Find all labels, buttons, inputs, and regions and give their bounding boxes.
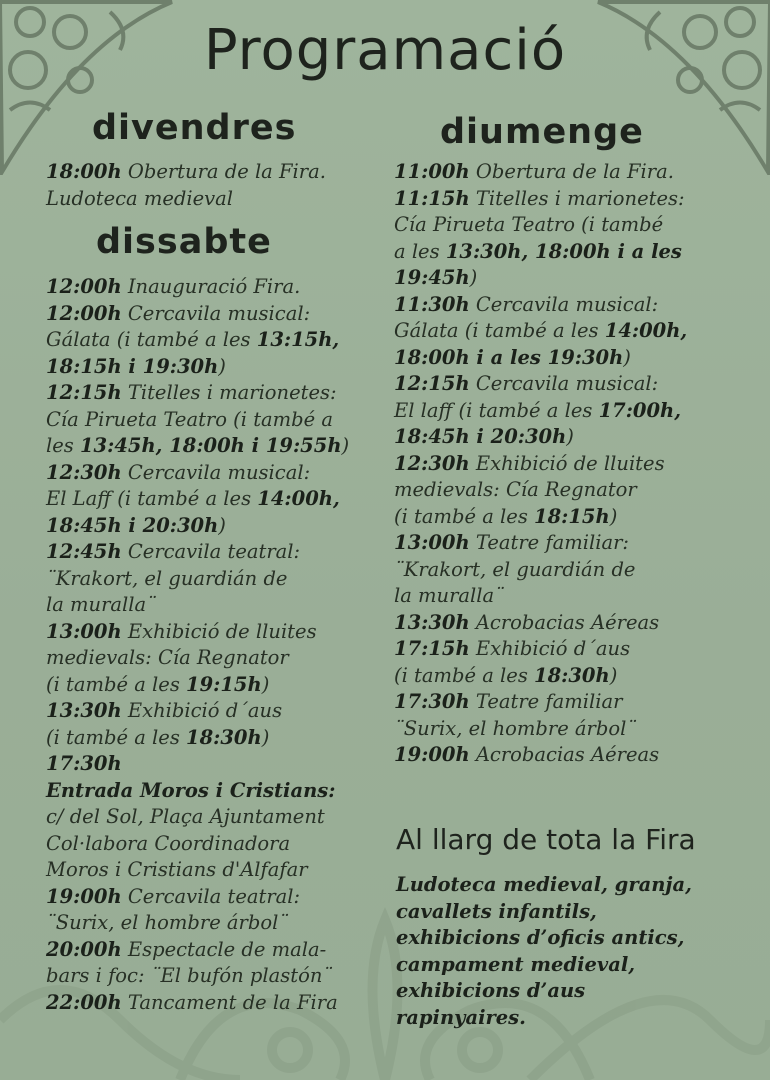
schedule-line: 19:00h Cercavila teatral:: [46, 884, 301, 908]
schedule-line: c/ del Sol, Plaça Ajuntament: [46, 805, 325, 828]
schedule-line: (i també a les 19:15h): [46, 672, 270, 696]
schedule-line: 18:15h i 19:30h): [46, 354, 226, 378]
heading-dissabte: dissabte: [96, 222, 272, 262]
schedule-line: 11:00h Obertura de la Fira.: [394, 160, 674, 183]
schedule-line: ¨Krakort, el guardián de: [394, 557, 636, 581]
heading-all-fair: Al llarg de tota la Fira: [396, 823, 696, 856]
activity-line: exhibicions d’aus: [396, 979, 586, 1002]
schedule-line: Cía Pirueta Teatro (i també: [394, 213, 664, 236]
schedule-line: 17:30h Teatre familiar: [394, 690, 623, 713]
schedule-line: 20:00h Espectacle de mala-: [46, 937, 327, 961]
schedule-line: ¨Surix, el hombre árbol¨: [46, 911, 289, 934]
schedule-line: 18:45h i 20:30h): [46, 513, 226, 537]
schedule-line: 17:30h: [46, 752, 122, 775]
schedule-line: Moros i Cristians d'Alfafar: [46, 858, 308, 881]
schedule-line: Entrada Moros i Cristians:: [46, 778, 336, 802]
activity-line: rapinyaires.: [396, 1005, 526, 1029]
activity-line: Ludoteca medieval, granja,: [396, 873, 692, 896]
activity-line: cavallets infantils,: [396, 899, 597, 923]
schedule-line: la muralla¨: [46, 593, 156, 616]
schedule-line: medievals: Cía Regnator: [394, 478, 637, 501]
all-fair-activities: [396, 872, 692, 1031]
schedule-line: 12:30h Cercavila musical:: [46, 460, 311, 484]
schedule-line: Ludoteca medieval: [46, 186, 234, 210]
schedule-line: bars i foc: ¨El bufón plastón¨: [46, 964, 333, 987]
schedule-line: 13:30h Acrobacias Aéreas: [394, 610, 660, 634]
schedule-line: Cía Pirueta Teatro (i també a: [46, 407, 334, 431]
schedule-line: El laff (i també a les 17:00h,: [394, 398, 682, 422]
schedule-line: a les 13:30h, 18:00h i a les: [394, 239, 682, 263]
schedule-line: El Laff (i també a les 14:00h,: [46, 487, 340, 510]
schedule-line: (i també a les 18:30h): [394, 663, 618, 687]
schedule-line: 13:00h Teatre familiar:: [394, 531, 629, 554]
dissabte-schedule: [46, 274, 349, 1016]
schedule-line: 12:00h Cercavila musical:: [46, 301, 311, 325]
schedule-line: 18:45h i 20:30h): [394, 425, 574, 448]
schedule-line: 18:00h i a les 19:30h): [394, 345, 631, 369]
page-title: Programació: [203, 18, 567, 83]
heading-divendres: divendres: [92, 108, 297, 148]
activity-line: campament medieval,: [396, 952, 636, 976]
schedule-line: 11:15h Titelles i marionetes:: [394, 186, 685, 210]
schedule-line: 12:15h Cercavila musical:: [394, 372, 659, 395]
schedule-line: 17:15h Exhibició d´aus: [394, 637, 631, 660]
schedule-line: ¨Krakort, el guardián de: [46, 566, 288, 590]
divendres-schedule: [46, 159, 326, 212]
schedule-line: Gálata (i també a les 14:00h,: [394, 319, 688, 342]
schedule-line: ¨Surix, el hombre árbol¨: [394, 716, 637, 740]
schedule-line: Col·labora Coordinadora: [46, 831, 291, 855]
schedule-line: (i també a les 18:30h): [46, 725, 270, 749]
schedule-line: la muralla¨: [394, 584, 504, 607]
schedule-line: 12:15h Titelles i marionetes:: [46, 381, 337, 404]
schedule-line: 19:45h): [394, 266, 478, 289]
schedule-line: medievals: Cía Regnator: [46, 646, 289, 669]
schedule-line: 22:00h Tancament de la Fira: [46, 990, 338, 1014]
schedule-line: 18:00h Obertura de la Fira.: [46, 160, 326, 183]
heading-diumenge: diumenge: [440, 112, 644, 152]
schedule-line: Gálata (i també a les 13:15h,: [46, 328, 340, 351]
diumenge-schedule: [394, 159, 687, 769]
schedule-line: 12:30h Exhibició de lluites: [394, 451, 665, 475]
activity-line: exhibicions d’oficis antics,: [396, 926, 685, 949]
schedule-line: 12:00h Inauguració Fira.: [46, 275, 301, 298]
schedule-line: 13:30h Exhibició d´aus: [46, 699, 283, 722]
schedule-line: 12:45h Cercavila teatral:: [46, 540, 301, 563]
schedule-line: (i també a les 18:15h): [394, 504, 618, 528]
schedule-line: 11:30h Cercavila musical:: [394, 292, 659, 316]
schedule-line: les 13:45h, 18:00h i 19:55h): [46, 434, 350, 457]
schedule-line: 19:00h Acrobacias Aéreas: [394, 743, 660, 766]
schedule-line: 13:00h Exhibició de lluites: [46, 619, 317, 643]
